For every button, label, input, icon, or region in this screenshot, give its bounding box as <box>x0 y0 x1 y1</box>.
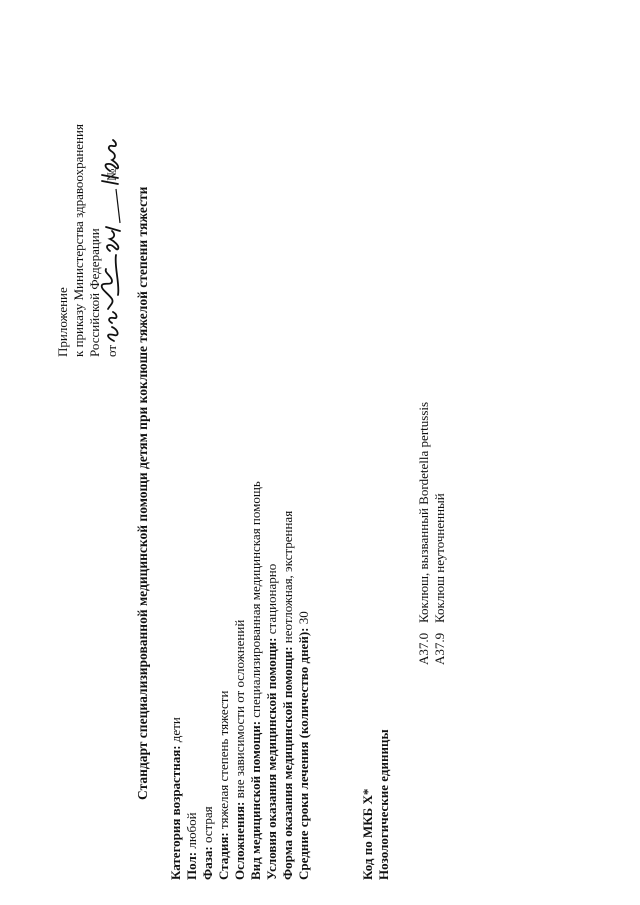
icd-code: A37.9 <box>432 632 447 665</box>
param-value: стационарно <box>264 563 279 638</box>
param-sex <box>184 812 200 880</box>
param-care-conditions <box>264 564 280 880</box>
icd-name: Коклюш, вызванный Bordetella pertussis <box>416 401 431 623</box>
appendix-label: Приложение <box>55 287 70 357</box>
param-care-form <box>280 511 296 880</box>
param-value: 30 <box>296 611 311 628</box>
param-value: острая <box>200 806 215 847</box>
param-label: Средние сроки лечения (количество дней): <box>296 627 311 880</box>
param-value: любой <box>184 812 199 852</box>
param-label: Осложнения: <box>232 801 247 880</box>
param-label: Пол: <box>184 851 199 880</box>
param-age-category <box>168 717 184 880</box>
param-complications <box>232 620 248 880</box>
appendix-federation: Российской Федерации <box>87 228 102 357</box>
param-value: специализированная медицинская помощь <box>248 481 263 721</box>
param-label: Фаза: <box>200 846 215 880</box>
handwritten-date-and-number <box>96 115 126 345</box>
icd-name: Коклюш неуточненный <box>432 493 447 623</box>
nosological-units-heading: Нозологические единицы <box>376 729 391 880</box>
param-care-type <box>248 481 264 880</box>
param-value: дети <box>168 717 183 746</box>
date-prefix: от <box>104 344 119 357</box>
param-label: Стадия: <box>216 832 231 880</box>
icd-code-heading: Код по МКБ X* <box>360 788 375 880</box>
param-treatment-duration <box>296 611 312 880</box>
param-phase <box>200 806 216 880</box>
number-sign: № <box>104 168 119 181</box>
param-label: Условия оказания медицинской помощи: <box>264 637 279 880</box>
param-value: вне зависимости от осложнений <box>232 619 247 802</box>
appendix-order-ministry: к приказу Министерства здравоохранения <box>71 124 86 357</box>
icd-code: A37.0 <box>416 632 431 665</box>
document-title: Стандарт специализированной медицинской помощи детям при коклюше тяжелой степени тяжести <box>135 186 150 800</box>
param-value: тяжелая степень тяжести <box>216 690 231 833</box>
param-label: Вид медицинской помощи: <box>248 720 263 880</box>
param-label: Категория возрастная: <box>168 745 183 880</box>
appendix-date-line <box>104 345 120 357</box>
param-value: неотложная, экстренная <box>280 510 295 647</box>
param-label: Форма оказания медицинской помощи: <box>280 646 295 880</box>
param-stage <box>216 691 232 880</box>
